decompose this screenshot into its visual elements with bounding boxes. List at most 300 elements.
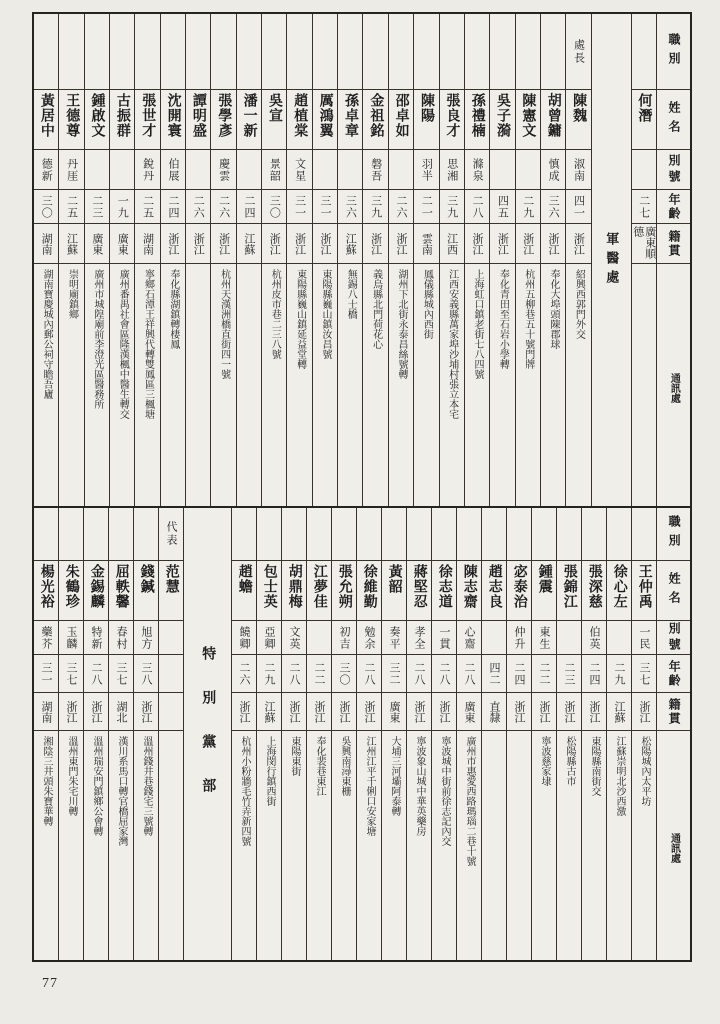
- cell-age: [34, 655, 58, 693]
- cell-origin: [507, 693, 531, 731]
- address-text: 奉化縣湖鎮轉棲鳳: [167, 269, 179, 349]
- cell-age: [282, 655, 306, 693]
- address-text: 奉化裴巷東江: [314, 736, 325, 796]
- cell-alias: [482, 621, 506, 655]
- cell-position: [516, 14, 540, 90]
- origin-text: 江蘇: [65, 232, 78, 255]
- person-column: [331, 508, 356, 960]
- age-text: 三一: [40, 661, 53, 686]
- name-text: 陳魏: [571, 93, 587, 123]
- name-text: 包士英: [261, 564, 277, 609]
- row-header-label: 姓名: [667, 571, 682, 610]
- person-column: [58, 508, 83, 960]
- cell-address: [363, 264, 387, 506]
- cell-origin: [159, 693, 183, 731]
- age-text: 二三: [563, 661, 576, 686]
- cell-name: [84, 561, 108, 621]
- cell-age: [532, 655, 556, 693]
- cell-name: [34, 90, 58, 150]
- cell-position: [332, 508, 356, 561]
- name-text: 蔣堅忍: [411, 564, 427, 609]
- cell-position: [566, 14, 590, 90]
- cell-alias: [84, 621, 108, 655]
- name-text: 徐心左: [611, 564, 627, 609]
- cell-alias: [135, 150, 159, 190]
- address-text: 上海虹口鎮老街七八四號: [472, 269, 484, 379]
- person-column: [34, 14, 58, 506]
- cell-position: [582, 508, 606, 561]
- cell-name: [490, 90, 514, 150]
- row-header-label: 姓名: [667, 100, 681, 139]
- age-text: 三八: [140, 661, 153, 686]
- alias-text: 旭方: [140, 625, 153, 650]
- cell-alias: [85, 150, 109, 190]
- person-column: [388, 14, 413, 506]
- alias-text: 初吉: [338, 625, 351, 650]
- origin-text: 浙江: [471, 232, 484, 255]
- cell-origin: [389, 224, 413, 264]
- cell-origin: [465, 224, 489, 264]
- origin-text: 浙江: [547, 232, 560, 255]
- cell-name: [59, 90, 83, 150]
- age-text: 二五: [65, 194, 78, 219]
- person-column: [337, 14, 362, 506]
- cell-alias: [389, 150, 413, 190]
- address-text: 奉化青田至石岩小學轉: [497, 269, 509, 369]
- row-header-cell: [657, 508, 690, 561]
- cell-position: [237, 14, 261, 90]
- origin-text: 浙江: [90, 700, 102, 723]
- cell-age: [482, 655, 506, 693]
- cell-origin: [338, 224, 362, 264]
- cell-name: [34, 561, 58, 621]
- origin-text: 湖北: [115, 700, 127, 723]
- cell-alias: [59, 621, 83, 655]
- address-text: 寧鄉石潭王祥興代轉雙鳳區三楓塘: [142, 269, 154, 419]
- person-column: [231, 508, 256, 960]
- table-section-bottom: [34, 508, 690, 960]
- origin-text: 浙江: [238, 700, 250, 723]
- cell-name: [211, 90, 235, 150]
- address-text: 杭州皮市巷二三八號: [269, 269, 281, 359]
- cell-position: [159, 508, 183, 561]
- cell-position: [541, 14, 565, 90]
- cell-address: [407, 731, 431, 960]
- address-text: 東陽縣巍山鎮汝昌號: [319, 269, 331, 359]
- cell-position: [507, 508, 531, 561]
- address-text: 湘陰三井頭朱寶華轉: [41, 736, 52, 826]
- cell-alias: [532, 621, 556, 655]
- address-text: 溫州瑞安門鎮鄉公會轉: [91, 736, 102, 836]
- age-text: 二四: [588, 661, 601, 686]
- address-text: 寧波象山城中華英藥房: [414, 736, 425, 836]
- row-header-cell: [657, 693, 690, 731]
- row-header-cell: [657, 731, 690, 960]
- alias-text: 藥芥: [40, 625, 53, 650]
- cell-origin: [307, 693, 331, 731]
- cell-address: [257, 731, 281, 960]
- alias-text: 羽半: [420, 157, 433, 182]
- person-column: [34, 508, 58, 960]
- cell-name: [465, 90, 489, 150]
- name-text: 朱鶴珍: [63, 564, 79, 609]
- origin-text: 江蘇: [242, 232, 255, 255]
- person-column: [83, 508, 108, 960]
- age-text: 四一: [572, 194, 585, 219]
- origin-text: 浙江: [513, 700, 525, 723]
- cell-position: [607, 508, 631, 561]
- cell-position: [85, 14, 109, 90]
- cell-name: [607, 561, 631, 621]
- cell-name: [85, 90, 109, 150]
- age-text: 二二: [313, 661, 326, 686]
- age-text: 三九: [445, 194, 458, 219]
- cell-position: [135, 14, 159, 90]
- alias-text: 特新: [90, 625, 103, 650]
- age-text: 二七: [637, 194, 650, 219]
- row-header-label: 年齡: [667, 659, 682, 688]
- cell-address: [414, 264, 438, 506]
- cell-age: [85, 190, 109, 224]
- address-text: 崇明廟鎮鄉: [66, 269, 78, 319]
- alias-text: 奏平: [388, 625, 401, 650]
- name-text: 譚明盛: [190, 93, 206, 138]
- row-header-cell: [657, 621, 690, 655]
- age-text: 二五: [141, 194, 154, 219]
- cell-age: [557, 655, 581, 693]
- cell-position: [482, 508, 506, 561]
- address-text: 杭州天漢洲橋直街四一號: [218, 269, 230, 379]
- alias-text: 磐吾: [369, 157, 382, 182]
- cell-name: [232, 561, 256, 621]
- age-text: 二九: [521, 194, 534, 219]
- cell-name: [407, 561, 431, 621]
- origin-text: 江蘇: [613, 700, 625, 723]
- cell-age: [490, 190, 514, 224]
- name-text: 胡曾鏞: [545, 93, 561, 138]
- cell-name: [237, 90, 261, 150]
- person-column: [236, 14, 261, 506]
- address-text: 義烏縣北門荷花心: [370, 269, 382, 349]
- cell-position: [262, 14, 286, 90]
- origin-text: 浙江: [413, 700, 425, 723]
- cell-alias: [507, 621, 531, 655]
- cell-name: [282, 561, 306, 621]
- cell-name: [109, 561, 133, 621]
- cell-alias: [34, 621, 58, 655]
- address-text: 江西安義縣萬家埠沙埔村張立本宅: [446, 269, 458, 419]
- name-text: 潘一新: [241, 93, 257, 138]
- row-header-cell: [657, 190, 690, 224]
- origin-text: 浙江: [394, 232, 407, 255]
- address-text: 杭州小粉牆毛竹弄新四號: [239, 736, 250, 846]
- person-column: [381, 508, 406, 960]
- cell-age: [232, 655, 256, 693]
- cell-origin: [407, 693, 431, 731]
- cell-alias: [457, 621, 481, 655]
- name-text: 張深慈: [586, 564, 602, 609]
- origin-text: 浙江: [293, 232, 306, 255]
- alias-text: 淑南: [572, 157, 585, 182]
- name-text: 楊光裕: [38, 564, 54, 609]
- cell-address: [389, 264, 413, 506]
- cell-alias: [159, 621, 183, 655]
- address-text: 江蘇崇明北沙西激: [614, 736, 625, 816]
- cell-age: [582, 655, 606, 693]
- cell-name: [507, 561, 531, 621]
- person-column: [256, 508, 281, 960]
- origin-text: 浙江: [313, 700, 325, 723]
- person-column: [406, 508, 431, 960]
- name-text: 吳宣: [266, 93, 282, 123]
- name-text: 趙植棠: [292, 93, 308, 138]
- cell-name: [389, 90, 413, 150]
- cell-address: [186, 264, 210, 506]
- cell-position: [161, 14, 185, 90]
- row-header-column: [656, 508, 690, 960]
- cell-age: [407, 655, 431, 693]
- person-column: [362, 14, 387, 506]
- cell-alias: [237, 150, 261, 190]
- origin-text: 浙江: [638, 700, 650, 723]
- cell-position: [59, 14, 83, 90]
- cell-origin: [440, 224, 464, 264]
- cell-address: [516, 264, 540, 506]
- origin-text: 浙江: [563, 700, 575, 723]
- cell-address: [262, 264, 286, 506]
- row-header-cell: [657, 150, 690, 190]
- address-text: 杭州五柳巷五十號門牌: [522, 269, 534, 369]
- person-column: [464, 14, 489, 506]
- cell-name: [257, 561, 281, 621]
- cell-name: [632, 561, 656, 621]
- cell-name: [135, 90, 159, 150]
- row-header-column: [656, 14, 690, 506]
- cell-address: [161, 264, 185, 506]
- cell-position: [389, 14, 413, 90]
- cell-origin: [34, 693, 58, 731]
- person-column: [489, 14, 514, 506]
- origin-text: 湖南: [141, 232, 154, 255]
- cell-age: [257, 655, 281, 693]
- cell-alias: [363, 150, 387, 190]
- alias-text: 勉余: [363, 625, 376, 650]
- cell-address: [332, 731, 356, 960]
- cell-position: [59, 508, 83, 561]
- cell-alias: [407, 621, 431, 655]
- cell-address: [482, 731, 506, 960]
- cell-name: [482, 561, 506, 621]
- origin-text: 廣東順德: [631, 225, 656, 259]
- row-header-cell: [657, 224, 690, 264]
- cell-address: [135, 264, 159, 506]
- cell-name: [287, 90, 311, 150]
- name-text: 厲鴻翼: [317, 93, 333, 138]
- name-text: 孫禮楠: [469, 93, 485, 138]
- cell-address: [109, 731, 133, 960]
- cell-origin: [632, 224, 656, 264]
- cell-position: [363, 14, 387, 90]
- address-text: 大埔三河壩阿泰轉: [389, 736, 400, 816]
- person-column: [481, 508, 506, 960]
- age-text: 二一: [420, 194, 433, 219]
- address-text: 奉化大埠頭陳郡球: [548, 269, 560, 349]
- row-header-label: 籍貫: [667, 229, 681, 258]
- cell-origin: [541, 224, 565, 264]
- origin-text: 直隸: [488, 700, 500, 723]
- alias-text: 思湘: [445, 157, 458, 182]
- address-text: 無錫八士橋: [345, 269, 357, 319]
- person-column: [134, 14, 159, 506]
- cell-origin: [557, 693, 581, 731]
- cell-address: [307, 731, 331, 960]
- age-text: 二二: [538, 661, 551, 686]
- person-column: [133, 508, 158, 960]
- cell-address: [582, 731, 606, 960]
- name-text: 張錦江: [561, 564, 577, 609]
- cell-name: [440, 90, 464, 150]
- cell-alias: [134, 621, 158, 655]
- cell-position: [110, 14, 134, 90]
- cell-age: [109, 655, 133, 693]
- cell-position: [440, 14, 464, 90]
- origin-text: 湖南: [40, 232, 53, 255]
- age-text: 三二: [388, 661, 401, 686]
- alias-text: 文星: [293, 157, 306, 182]
- cell-name: [338, 90, 362, 150]
- origin-text: 廣東: [388, 700, 400, 723]
- age-text: 三七: [638, 661, 651, 686]
- name-text: 張學彥: [216, 93, 232, 138]
- person-column: [556, 508, 581, 960]
- cell-alias: [382, 621, 406, 655]
- address-text: 寧波慈家埭: [539, 736, 550, 786]
- name-text: 張良才: [444, 93, 460, 138]
- name-text: 范慧: [163, 564, 179, 594]
- row-header-label: 通訊處: [668, 372, 680, 403]
- origin-text: 浙江: [288, 700, 300, 723]
- cell-address: [34, 264, 58, 506]
- origin-text: 浙江: [496, 232, 509, 255]
- alias-text: 一貫: [438, 625, 451, 650]
- cell-alias: [110, 150, 134, 190]
- cell-name: [332, 561, 356, 621]
- address-text: 吳興南潯東栅: [339, 736, 350, 796]
- alias-text: 孝全: [413, 625, 426, 650]
- cell-address: [211, 264, 235, 506]
- cell-name: [566, 90, 590, 150]
- cell-name: [382, 561, 406, 621]
- person-column: [631, 14, 656, 506]
- group-label: 軍醫處: [604, 231, 620, 289]
- role-text: 代表: [165, 521, 178, 547]
- cell-address: [85, 264, 109, 506]
- cell-name: [313, 90, 337, 150]
- person-column: [431, 508, 456, 960]
- age-text: 二八: [288, 661, 301, 686]
- cell-age: [159, 655, 183, 693]
- cell-alias: [211, 150, 235, 190]
- alias-text: 饒卿: [238, 625, 251, 650]
- cell-position: [338, 14, 362, 90]
- age-text: 二六: [395, 194, 408, 219]
- cell-age: [389, 190, 413, 224]
- person-column: [631, 508, 656, 960]
- cell-name: [161, 90, 185, 150]
- cell-address: [59, 731, 83, 960]
- age-text: 二八: [413, 661, 426, 686]
- age-text: 二八: [438, 661, 451, 686]
- origin-text: 浙江: [538, 700, 550, 723]
- cell-alias: [632, 150, 656, 190]
- directory-table: [32, 12, 692, 962]
- cell-origin: [414, 224, 438, 264]
- cell-position: [313, 14, 337, 90]
- age-text: 二三: [90, 194, 103, 219]
- row-header-label: 籍貫: [667, 697, 682, 726]
- address-text: 湖南寶慶城內郵公祠守瞻吾廬: [41, 269, 53, 399]
- origin-text: 浙江: [363, 700, 375, 723]
- cell-position: [407, 508, 431, 561]
- cell-origin: [382, 693, 406, 731]
- age-text: 二八: [90, 661, 103, 686]
- cell-address: [532, 731, 556, 960]
- cell-address: [607, 731, 631, 960]
- cell-name: [59, 561, 83, 621]
- row-header-label: 別號: [667, 153, 681, 186]
- cell-position: [532, 508, 556, 561]
- origin-text: 浙江: [588, 700, 600, 723]
- cell-origin: [237, 224, 261, 264]
- cell-name: [532, 561, 556, 621]
- cell-address: [59, 264, 83, 506]
- name-text: 陳志齋: [461, 564, 477, 609]
- cell-age: [332, 655, 356, 693]
- origin-text: 廣東: [90, 232, 103, 255]
- cell-alias: [440, 150, 464, 190]
- cell-origin: [257, 693, 281, 731]
- address-text: 溫州錢井巷錢宅三號轉: [141, 736, 152, 836]
- cell-origin: [110, 224, 134, 264]
- person-column: [281, 508, 306, 960]
- cell-age: [632, 655, 656, 693]
- cell-alias: [257, 621, 281, 655]
- alias-text: 伯英: [588, 625, 601, 650]
- cell-alias: [262, 150, 286, 190]
- origin-text: 浙江: [318, 232, 331, 255]
- cell-age: [161, 190, 185, 224]
- cell-alias: [465, 150, 489, 190]
- cell-alias: [582, 621, 606, 655]
- origin-text: 廣東: [116, 232, 129, 255]
- person-column: [312, 14, 337, 506]
- cell-position: [232, 508, 256, 561]
- alias-text: 亞卿: [263, 625, 276, 650]
- cell-alias: [357, 621, 381, 655]
- origin-text: 廣東: [463, 700, 475, 723]
- name-text: 黃韶: [386, 564, 402, 594]
- name-text: 徐維勤: [361, 564, 377, 609]
- group-label: 特別黨部: [200, 646, 216, 822]
- age-text: 二八: [471, 194, 484, 219]
- origin-text: 雲南: [420, 232, 433, 255]
- cell-age: [465, 190, 489, 224]
- cell-origin: [566, 224, 590, 264]
- row-header-cell: [657, 14, 690, 90]
- cell-alias: [307, 621, 331, 655]
- age-text: 四五: [496, 194, 509, 219]
- age-text: 三〇: [268, 194, 281, 219]
